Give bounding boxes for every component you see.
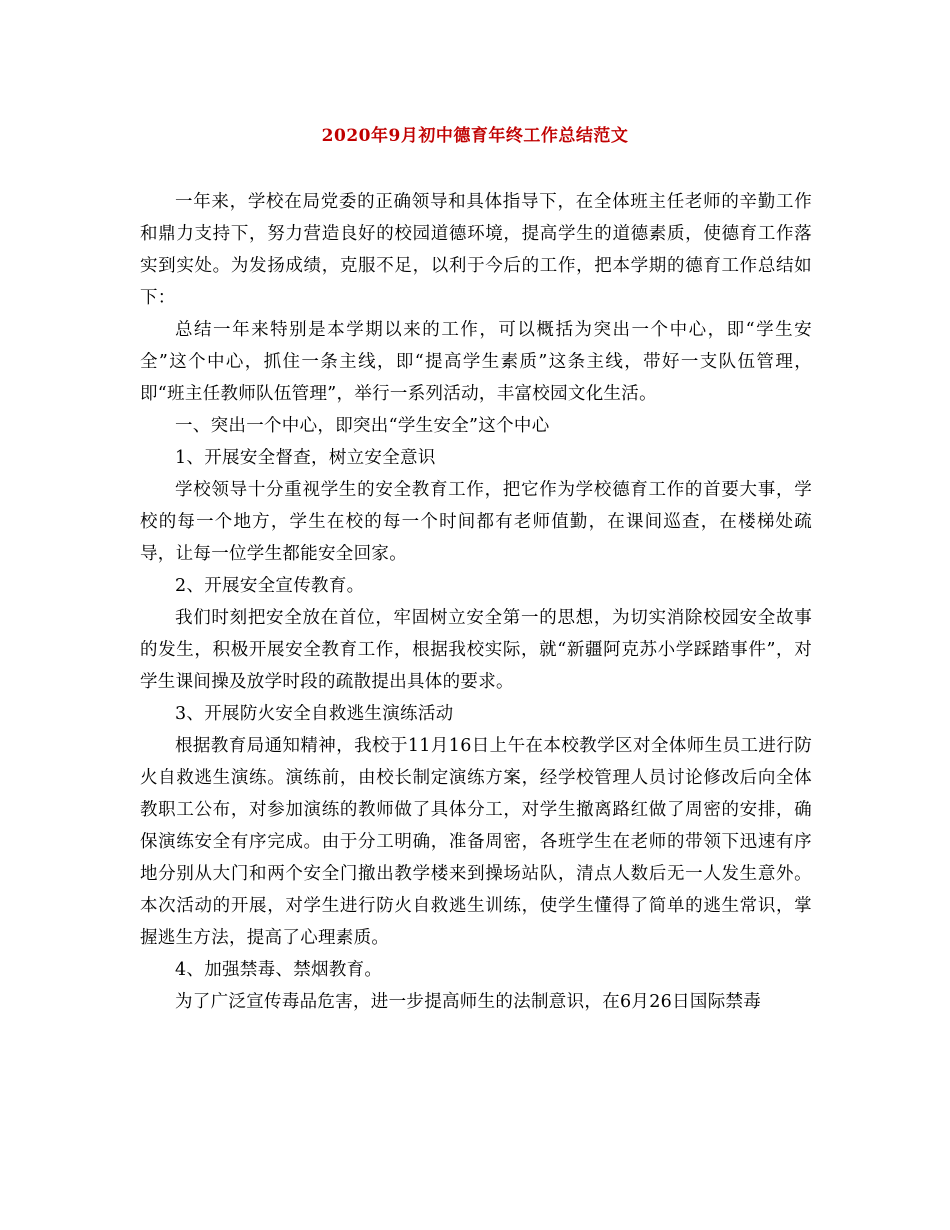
paragraph-fire-drill: 根据教育局通知精神，我校于11月16日上午在本校教学区对全体师生员工进行防火自救逃生演练。演练前，由校长制定演练方案，经学校管理人员讨论修改后向全体教职工公布，对参加演练的教师做了具体分工，对学生撤离路红做了周密的安排，确保演练安全有序完成。由于分工明确，准备周密，各班学生在老师的带领下迅速有序地分别从大门和两个安全门撤出教学楼来到操场站队，清点人数后无一人发生意外。本次活动的开展，对学生进行防火自救逃生训练，使学生懂得了简单的逃生常识，掌握逃生方法，提高了心理素质。	[140, 736, 812, 948]
document-body	[140, 186, 812, 1018]
subheading-2: 2、开展安全宣传教育。	[175, 576, 365, 596]
paragraph-safety-supervision: 学校领导十分重视学生的安全教育工作，把它作为学校德育工作的首要大事，学校的每一个地方，学生在校的每一个时间都有老师值勤，在课间巡查，在楼梯处疏导，让每一位学生都能安全回家。	[140, 480, 812, 564]
document-title: 2020年9月初中德育年终工作总结范文	[321, 126, 629, 146]
subheading-3: 3、开展防火安全自救逃生演练活动	[175, 704, 454, 724]
paragraph-anti-drug: 为了广泛宣传毒品危害，进一步提高师生的法制意识，在6月26日国际禁毒	[175, 992, 762, 1012]
section-heading-1: 一、突出一个中心，即突出“学生安全”这个中心	[175, 416, 550, 436]
paragraph-intro: 一年来，学校在局党委的正确领导和具体指导下，在全体班主任老师的辛勤工作和鼎力支持下，努力营造良好的校园道德环境，提高学生的道德素质，使德育工作落实到实处。为发扬成绩，克服不足，以利于今后的工作，把本学期的德育工作总结如下：	[140, 192, 812, 308]
paragraph-summary: 总结一年来特别是本学期以来的工作，可以概括为突出一个中心，即“学生安全”这个中心，抓住一条主线，即“提高学生素质”这条主线，带好一支队伍管理，即“班主任教师队伍管理”，举行一系列活动，丰富校园文化生活。	[140, 320, 812, 404]
subheading-4: 4、加强禁毒、禁烟教育。	[175, 960, 383, 980]
paragraph-safety-education: 我们时刻把安全放在首位，牢固树立安全第一的思想，为切实消除校园安全故事的发生，积极开展安全教育工作，根据我校实际，就“新疆阿克苏小学踩踏事件”，对学生课间操及放学时段的疏散提出具体的要求。	[140, 608, 812, 692]
subheading-1: 1、开展安全督查，树立安全意识	[175, 448, 436, 468]
